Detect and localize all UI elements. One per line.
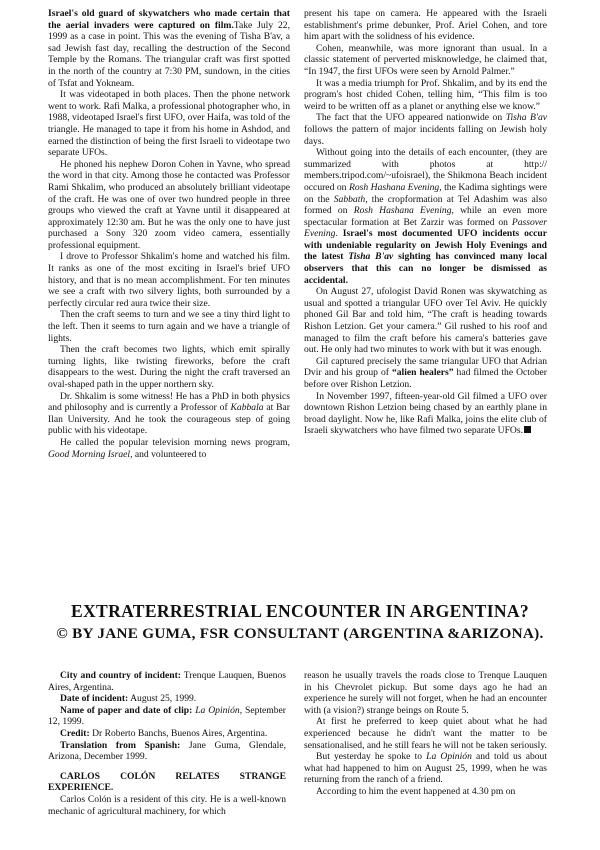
paragraph: present his tape on camera. He appeared with the Israeli establishment's prime debunker, Prof. Ariel Cohen, and tore him apart with the solidness of his evidence.: [304, 8, 547, 43]
newspaper-clip: Name of paper and date of clip: La Opinión, September 12, 1999.: [48, 704, 287, 728]
paragraph: reason he usually travels the roads close to Trenque Lauquen in his Chevrolet pickup. But some days ago he had an experience he surely will not forget, when he had an encounter with (a vision?) strange beings on Route 5.: [304, 670, 547, 716]
end-of-article-square: [524, 426, 531, 433]
article-column-3: [48, 670, 286, 817]
article-column-4: [304, 670, 547, 798]
paragraph: He phoned his nephew Doron Cohen in Yavne, who spread the word in that city. Among those he contacted was Professor Rami Shkalim, who produced an absolutely brilliant videotape of the craft. He was one of over two hundred people in three groups who viewed the craft at Yavne until it disappeared at approximately 12:30 am. But he was the only one to have just purchased a Sony 320 zoom video camera, essentially professional equipment.: [48, 158, 290, 251]
paragraph: Cohen, meanwhile, was more ignorant than usual. In a classic statement of perverted misknowledge, he claimed that, “In 1947, the first UFOs were seen by Arnold Palmer.”: [304, 42, 547, 77]
incident-date: Date of incident: August 25, 1999.: [60, 693, 197, 705]
paragraph: Then the craft becomes two lights, which emit spirally turning lights, like twisting fireworks, before the craft disappears to the west. During the night the craft traversed an oval-shaped path in the upper northern sky.: [48, 344, 290, 390]
incident-location: City and country of incident: Trenque Lauquen, Buenos Aires, Argentina.: [48, 670, 287, 693]
paragraph: Then the craft seems to turn and we see a tiny third light to the left. Then it seems to turn again and we have a triangle of lights.: [48, 309, 290, 344]
paragraph: He called the popular television morning news program, Good Morning Israel, and volunteered to: [48, 436, 290, 460]
translation-line: Translation from Spanish: Jane Guma, Glendale, Arizona, December 1999.: [48, 739, 286, 763]
article-column-2: [304, 8, 547, 437]
subheading: CARLOS COLÓN RELATES STRANGE EXPERIENCE.: [48, 770, 286, 794]
lead-bold-text: Israel's old guard of skywatchers who made certain that the aerial invaders were captured on film.: [48, 8, 290, 31]
paragraph: Dr. Shkalim is some witness! He has a PhD in both physics and philosophy and is currently a Professor of Kabbala at Bar Ilan University. And he took the courageous step of going public with his videotape.: [48, 390, 290, 437]
paragraph: But yesterday he spoke to La Opinión and told us about what had happened to him on August 25, 1999, when he was returning from the ranch of a friend.: [304, 751, 548, 786]
paragraph: On August 27, ufologist David Ronen was skywatching as usual and spotted a triangular UFO over Tel Aviv. He quickly phoned Gil Bar and told him, “The craft is heading towards Rishon Letzion. Get your camera.” Gil rushed to his roof and managed to film the craft before his camera's batteries gave out. He only had two minutes to work with but it was enough.: [304, 286, 547, 356]
paragraph: It was a media triumph for Prof. Shkalim, and by its end the program's host chided Cohen, telling him, “This film is too weird to be written off as a planet or anything else we know.”: [304, 77, 547, 112]
paragraph: Carlos Colón is a resident of this city. He is a well-known mechanic of agricultural machinery, for which: [48, 793, 286, 817]
paragraph: In November 1997, fifteen-year-old Gil filmed a UFO over downtown Rishon Letzion being chased by an earthly plane in broad daylight. Now he, like Rafi Malka, joins the elite club of Israeli skywatchers who have filmed two separate UFOs.: [304, 390, 547, 437]
paragraph: Without going into the details of each encounter, (they are summarized with photos at http:// members.tripod.com/~ufoisrael), the Shikmona Beach incident occured on Rosh Hashana Evening, the Kadima sightings were on the Sabbath, the cropformation at Tel Adashim was also formed on Rosh Hashana Evening, while an even more spectacular formation at Bet Zarzir was formed on Passover Evening. Israel's most documented UFO incidents occur with undeniable regularity on Jewish Holy Evenings and the latest Tisha B'av sighting has convinced many local observers that this can no longer be dismissed as accidental.: [304, 147, 547, 286]
paragraph: I drove to Professor Shkalim's home and watched his film. It ranks as one of the most exciting in Israel's brief UFO history, and that is no mean accomplishment. For ten minutes we see a craft with two silvery lights, both surrounded by a perfectly circular red aura twice their size.: [48, 251, 290, 309]
paragraph: The fact that the UFO appeared nationwide on Tisha B'av follows the pattern of major incidents falling on Jewish holy days.: [304, 112, 548, 147]
paragraph: Gil captured precisely the same triangular UFO that Adrian Dvir and his group of “alien healers” had filmed the October before over Rishon Letzion.: [304, 355, 547, 390]
paragraph: At first he preferred to keep quiet about what he had experienced because he didn't want the matter to be sensationalised, and he still fears he will not be taken seriously.: [304, 716, 547, 751]
paragraph: It was videotaped in both places. Then the phone network went to work. Rafi Malka, a professional photographer who, in 1988, videotaped Israel's first UFO, over Haifa, was told of the triangle. He managed to tape it from his home in Ashdod, and earned the distinction of being the first Israeli to videotape two separate UFOs.: [48, 89, 290, 159]
paragraph: Israel's old guard of skywatchers who made certain that the aerial invaders were captured on film.Take July 22, 1999 as a case in point. This was the evening of Tisha B'av, a sad Jewish fast day, recalling the destruction of the Second Temple by the Romans. The triangular craft was first spotted in the north of the country at 7:30 PM, sundown, in the cities of Tsfat and Yokneam.: [48, 8, 290, 89]
article-title: EXTRATERRESTRIAL ENCOUNTER IN ARGENTINA?: [71, 601, 529, 621]
article-byline: © BY JANE GUMA, FSR CONSULTANT (ARGENTINA &ARIZONA).: [56, 625, 544, 642]
article-column-1: [48, 8, 290, 460]
paragraph: According to him the event happened at 4.30 pm on: [316, 785, 516, 797]
credit-line: Credit: Dr Roberto Banchs, Buenos Aires, Argentina.: [60, 727, 268, 739]
